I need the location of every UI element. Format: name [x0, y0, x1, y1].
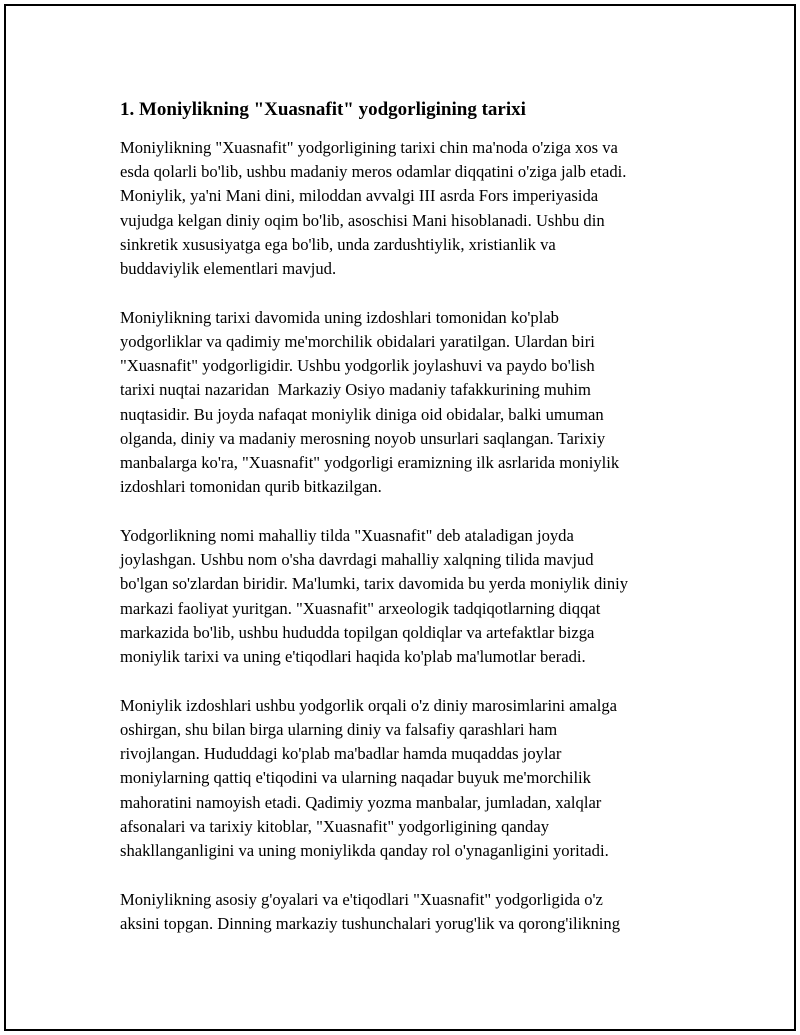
- text-line: Moniylikning "Xuasnafit" yodgorligining tarixi chin ma'noda o'ziga xos va: [120, 138, 618, 157]
- text-line: sinkretik xususiyatga ega bo'lib, unda zardushtiylik, xristianlik va: [120, 234, 556, 254]
- document-body: [120, 96, 690, 961]
- text-line: rivojlangan. Hududdagi ko'plab ma'badlar hamda muqaddas joylar: [120, 744, 562, 764]
- text-line: Moniylikning asosiy g'oyalari va e'tiqodlari "Xuasnafit" yodgorligida o'z: [120, 889, 603, 909]
- text-line: afsonalari va tarixiy kitoblar, "Xuasnafit" yodgorligining qanday: [120, 816, 549, 836]
- text-line: izdoshlari tomonidan qurib bitkazilgan.: [120, 477, 382, 497]
- paragraph-1: [120, 136, 690, 281]
- text-line: buddaviylik elementlari mavjud.: [120, 259, 337, 279]
- text-line: manbalarga ko'ra, "Xuasnafit" yodgorligi eramizning ilk asrlarida moniylik: [120, 453, 620, 473]
- text-line: markazi faoliyat yuritgan. "Xuasnafit" arxeologik tadqiqotlarning diqqat: [120, 598, 601, 618]
- section-heading: 1. Moniylikning "Xuasnafit" yodgorligining tarixi: [120, 99, 526, 120]
- paragraph-3: [120, 524, 690, 669]
- text-line: olganda, diniy va madaniy merosning noyob unsurlari saqlangan. Tarixiy: [120, 428, 606, 448]
- text-line: tarixi nuqtai nazaridan Markaziy Osiyo madaniy tafakkurining muhim: [120, 380, 591, 400]
- text-line: Moniylik, ya'ni Mani dini, miloddan avvalgi III asrda Fors imperiyasida: [120, 186, 599, 206]
- text-line: bo'lgan so'zlardan biridir. Ma'lumki, tarix davomida bu yerda moniylik diniy: [120, 574, 629, 594]
- paragraph-2: [120, 306, 690, 500]
- text-line: Moniylik izdoshlari ushbu yodgorlik orqali o'z diniy marosimlarini amalga: [120, 695, 618, 715]
- text-line: Moniylikning tarixi davomida uning izdoshlari tomonidan ko'plab: [120, 307, 559, 327]
- text-line: moniylik tarixi va uning e'tiqodlari haqida ko'plab ma'lumotlar beradi.: [120, 647, 586, 667]
- paragraph-5: [120, 888, 690, 936]
- text-line: "Xuasnafit" yodgorligidir. Ushbu yodgorlik joylashuvi va paydo bo'lish: [120, 356, 595, 376]
- text-line: yodgorliklar va qadimiy me'morchilik obidalari yaratilgan. Ulardan biri: [120, 332, 595, 352]
- text-line: Yodgorlikning nomi mahalliy tilda "Xuasnafit" deb ataladigan joyda: [120, 526, 574, 546]
- text-line: joylashgan. Ushbu nom o'sha davrdagi mahalliy xalqning tilida mavjud: [120, 550, 594, 570]
- text-line: shakllanganligini va uning moniylikda qanday rol o'ynaganligini yoritadi.: [120, 841, 609, 861]
- text-line: aksini topgan. Dinning markaziy tushunchalari yorug'lik va qorong'ilikning: [120, 914, 621, 934]
- text-line: moniylarning qattiq e'tiqodini va ularning naqadar buyuk me'morchilik: [120, 768, 591, 788]
- text-line: markazida bo'lib, ushbu hududda topilgan qoldiqlar va artefaktlar bizga: [120, 622, 595, 642]
- text-line: esda qolarli bo'lib, ushbu madaniy meros odamlar diqqatini o'ziga jalb etadi.: [120, 162, 627, 182]
- paragraph-4: [120, 694, 690, 863]
- text-line: mahoratini namoyish etadi. Qadimiy yozma manbalar, jumladan, xalqlar: [120, 792, 602, 812]
- text-line: vujudga kelgan diniy oqim bo'lib, asoschisi Mani hisoblanadi. Ushbu din: [120, 210, 605, 230]
- document-page: [4, 4, 796, 1031]
- text-line: oshirgan, shu bilan birga ularning diniy va falsafiy qarashlari ham: [120, 720, 558, 740]
- text-line: nuqtasidir. Bu joyda nafaqat moniylik diniga oid obidalar, balki umuman: [120, 404, 604, 424]
